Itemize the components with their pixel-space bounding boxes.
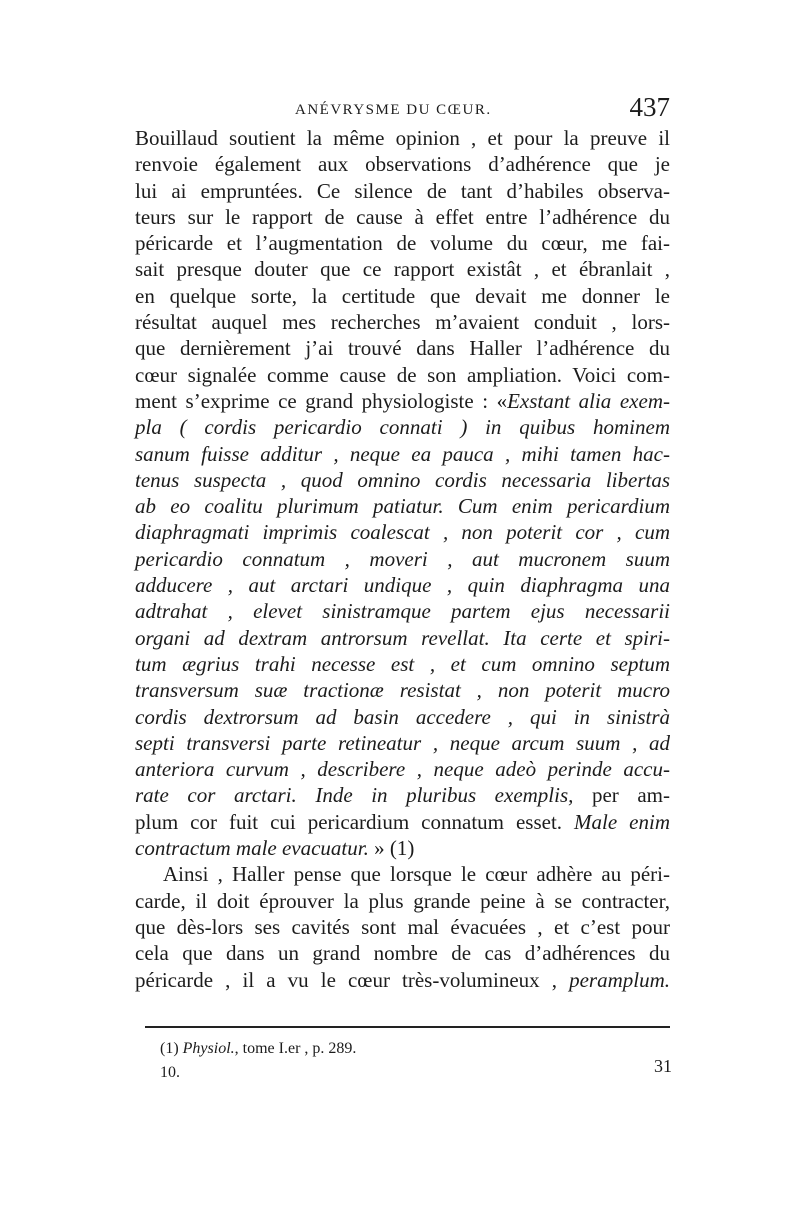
- text-line: péricarde et l’augmentation de volume du cœur, me fai-: [135, 231, 670, 256]
- footnote: [160, 1040, 356, 1058]
- latin-quote: peramplum.: [569, 967, 670, 992]
- text-line: résultat auquel mes recherches m’avaient conduit , lors-: [135, 310, 670, 335]
- roman-text: per am-: [573, 783, 670, 808]
- roman-text: plum cor fuit cui pericardium connatum esset.: [135, 809, 575, 834]
- text-line: en quelque sorte, la certitude que devait me donner le: [135, 283, 670, 308]
- text-line: [135, 388, 670, 414]
- page-number: 437: [629, 92, 670, 122]
- latin-quote-line: sanum fuisse additur , neque ea pauca , mihi tamen hac-: [135, 441, 670, 466]
- roman-text: ment s’exprime ce grand physiologiste : «: [135, 388, 508, 413]
- roman-text: péricarde , il a vu le cœur très-volumineux ,: [135, 967, 570, 992]
- text-line: renvoie également aux observations d’adhérence que je: [135, 152, 670, 177]
- text-line: que dernièrement j’ai trouvé dans Haller l’adhérence du: [135, 336, 670, 361]
- text-line: teurs sur le rapport de cause à effet entre l’adhérence du: [135, 204, 670, 229]
- text-line: lui ai empruntées. Ce silence de tant d’habiles observa-: [135, 178, 670, 203]
- body-text: [135, 125, 670, 993]
- signature-mark: 10.: [160, 1064, 180, 1081]
- folio-number: 31: [654, 1056, 672, 1076]
- text-line: cela que dans un grand nombre de cas d’adhérences du: [135, 941, 670, 966]
- text-line: [135, 967, 670, 993]
- latin-quote-line: tenus suspecta , quod omnino cordis necessaria libertas: [135, 467, 670, 492]
- latin-quote-line: diaphragmati imprimis coalescat , non poterit cor , cum: [135, 520, 670, 545]
- latin-quote-line: tum ægrius trahi necesse est , et cum omnino septum: [135, 651, 670, 676]
- text-line: [135, 809, 670, 835]
- text-line: cœur signalée comme cause de son ampliation. Voici com-: [135, 362, 670, 387]
- latin-quote: Exstant alia exem-: [507, 388, 670, 413]
- latin-quote-line: cordis dextrorsum ad basin accedere , qui in sinistrà: [135, 704, 670, 729]
- latin-quote-line: ab eo coalitu plurimum patiatur. Cum enim pericardium: [135, 494, 670, 519]
- text-line: Bouillaud soutient la même opinion , et pour la preuve il: [135, 126, 670, 150]
- latin-quote-line: pericardio connatum , moveri , aut mucronem suum: [135, 546, 670, 571]
- footnote-source: Physiol.: [182, 1040, 235, 1057]
- footnote-rule: [145, 1026, 670, 1028]
- text-line: [135, 835, 670, 861]
- footnote-marker: (1): [160, 1040, 183, 1057]
- latin-quote-line: pla ( cordis pericardio connati ) in quibus hominem: [135, 415, 670, 440]
- text-line: carde, il doit éprouver la plus grande peine à se contracter,: [135, 888, 670, 913]
- text-line: que dès-lors ses cavités sont mal évacuées , et c’est pour: [135, 914, 670, 939]
- latin-quote: rate cor arctari. Inde in pluribus exemplis,: [135, 783, 574, 808]
- paragraph-first-line: Ainsi , Haller pense que lorsque le cœur adhère au péri-: [163, 862, 670, 887]
- latin-quote: Male enim: [574, 809, 670, 834]
- text-line: sait presque douter que ce rapport existât , et ébranlait ,: [135, 257, 670, 282]
- running-head: ANÉVRYSME DU CŒUR.: [295, 102, 492, 118]
- latin-quote-line: anteriora curvum , describere , neque adeò perinde accu-: [135, 757, 670, 782]
- latin-quote-line: septi transversi parte retineatur , neque arcum suum , ad: [135, 730, 670, 755]
- text-line: [135, 782, 670, 808]
- footnote-citation: , tome I.er , p. 289.: [234, 1040, 357, 1057]
- latin-quote-line: organi ad dextram antrorsum revellat. Ita certe et spiri-: [135, 625, 670, 650]
- latin-quote: contractum male evacuatur.: [135, 836, 369, 861]
- latin-quote-line: adtrahat , elevet sinistramque partem ejus necessarii: [135, 599, 670, 624]
- footnote-reference: » (1): [368, 836, 415, 861]
- latin-quote-line: transversum suæ tractionæ resistat , non poterit mucro: [135, 678, 670, 703]
- latin-quote-line: adducere , aut arctari undique , quin diaphragma una: [135, 573, 670, 598]
